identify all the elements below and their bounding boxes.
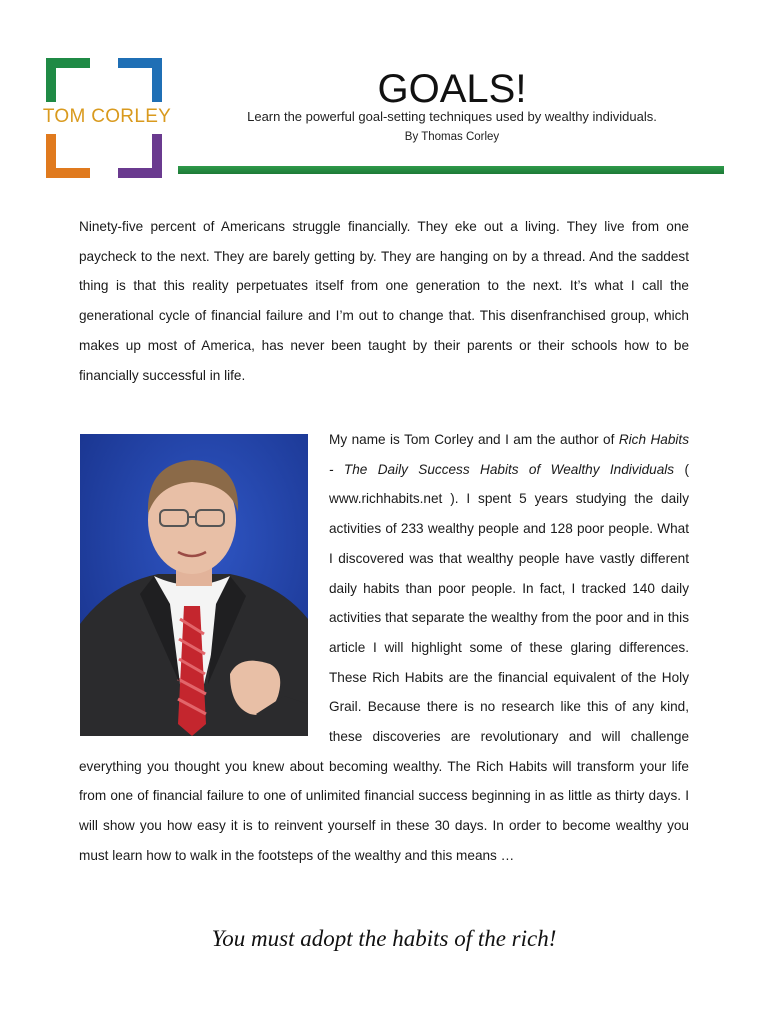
- paragraph-author: [79, 425, 689, 871]
- logo-corner-blue: [118, 58, 162, 102]
- byline: By Thomas Corley: [404, 131, 500, 143]
- photo-wrap-space: [79, 425, 329, 737]
- paragraph-intro: Ninety-five percent of Americans struggle financially. They eke out a living. They live from one paycheck to the next. They are barely getting by. They are hanging on by a thread. And the saddest thing is that this reality perpetuates itself from one generation to the next. It’s what I call the generational cycle of financial failure and I’m out to change that. This disenfranchised group, which makes up most of America, has never been taught by their parents or their schools how to be financially successful in life.: [79, 219, 689, 383]
- paragraph-author-rest: ( www.richhabits.net ). I spent 5 years studying the daily activities of 233 wealthy people and 128 poor people. What I discovered was that wealthy people have vastly different daily habits than poor people. In fact, I tracked 140 daily activities that separate the wealthy from the poor and in this article I will highlight some of these glaring differences. These Rich Habits are the financial equivalent of the Holy Grail. Because there is no research like this of any kind, these discoveries are revolutionary and will challenge everything you thought you knew about becoming wealthy. The Rich Habits will transform your life from one of financial failure to one of unlimited financial success beginning in as little as thirty days. I will show you how easy it is to reinvent yourself in these 30 days. In order to become wealthy you must learn how to walk in the footsteps of the wealthy and this means …: [79, 461, 689, 863]
- paragraph-author-intro: My name is Tom Corley and I am the author of: [329, 432, 619, 447]
- page-subtitle: Learn the powerful goal-setting techniques used by wealthy individuals.: [247, 109, 657, 124]
- logo-corner-green: [46, 58, 90, 102]
- logo: [32, 40, 182, 190]
- logo-corner-purple: [118, 134, 162, 178]
- page-title: GOALS!: [377, 67, 527, 111]
- logo-corner-orange: [46, 134, 90, 178]
- tagline: You must adopt the habits of the rich!: [211, 926, 557, 951]
- header-rule: [178, 166, 724, 174]
- logo-name: TOM CORLEY: [42, 106, 172, 127]
- book-title: Rich Habits - The Daily Success Habits of Wealthy Individuals: [329, 432, 689, 477]
